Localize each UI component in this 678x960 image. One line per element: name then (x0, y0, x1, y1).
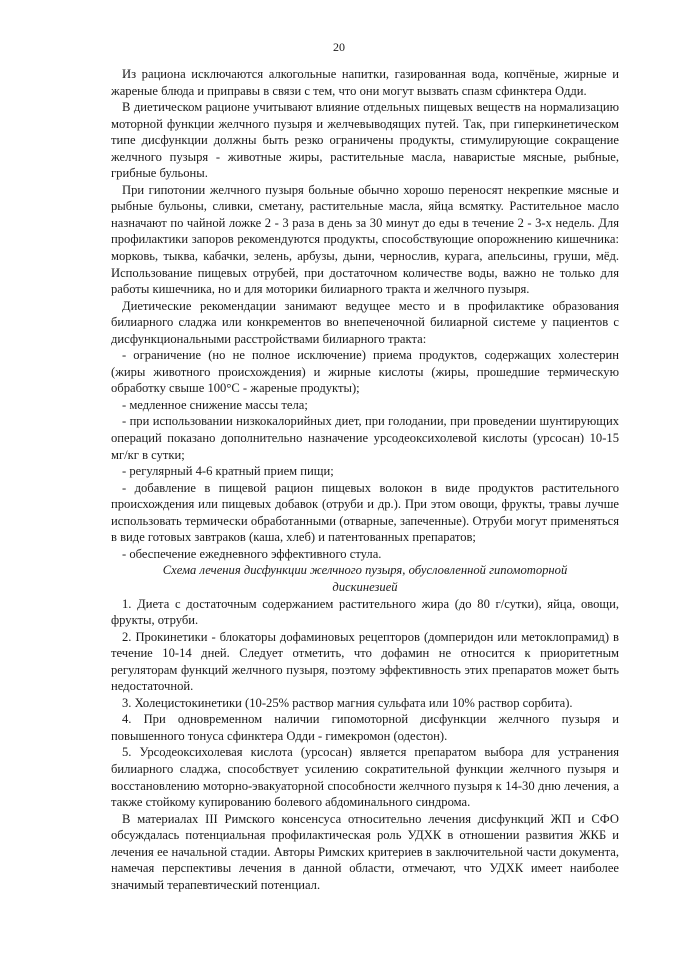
document-body (111, 66, 619, 893)
numbered-item: 5. Урсодеоксихолевая кислота (урсосан) является препаратом выбора для устранения билиарного сладжа, способствует усилению сократительной функции желчного пузыря и восстановлению моторно-эвакуаторной способности желчного пузыря к 14-30 дню лечения, а также стойкому купированию болевого абдоминального синдрома. (111, 745, 619, 810)
section-heading: Схема лечения дисфункции желчного пузыря, обусловленной гипомоторной дискинезией (162, 563, 568, 594)
list-item: - регулярный 4-6 кратный прием пищи; (122, 464, 334, 479)
list-item: - добавление в пищевой рацион пищевых волокон в виде продуктов растительного происхождения или пищевых добавок (отруби и др.). При этом овощи, фрукты, травы лучше использовать термически обработанными (отварные, запеченные). Отруби могут применяться в виде готовых завтраков (каша, хлеб) и патентованных препаратов; (111, 480, 619, 545)
paragraph: Из рациона исключаются алкогольные напитки, газированная вода, копчёные, жирные и жареные блюда и приправы в связи с тем, что они могут вызвать спазм сфинктера Одди. (111, 67, 619, 98)
numbered-item: 2. Прокинетики - блокаторы дофаминовых рецепторов (домперидон или метоклопрамид) в течение 10-14 дней. Следует отметить, что дофамин не относится к приоритетным регуляторам функций желчного пузыря, поэтому эффективность этих препаратов может быть недостаточной. (111, 629, 619, 694)
paragraph: В диетическом рационе учитывают влияние отдельных пищевых веществ на нормализацию моторной функции желчного пузыря и желчевыводящих путей. Так, при гиперкинетическом типе дисфункции должны быть резко ограничены продукты, стимулирующие сокращение желчного пузыря - животные жиры, растительные масла, наваристые мясные, рыбные, грибные бульоны. (111, 100, 619, 181)
numbered-item: 4. При одновременном наличии гипомоторной дисфункции желчного пузыря и повышенного тонуса сфинктера Одди - гимекромон (одестон). (111, 712, 619, 743)
list-item: - при использовании низкокалорийных диет, при голодании, при проведении шунтирующих операций показано дополнительно назначение урсодеоксихолевой кислоты (урсосан) 10-15 мг/кг в сутки; (111, 414, 619, 462)
paragraph: При гипотонии желчного пузыря больные обычно хорошо переносят некрепкие мясные и рыбные бульоны, сливки, сметану, растительные масла, яйца всмятку. Растительное масло назначают по чайной ложке 2 - 3 раза в день за 30 минут до еды в течение 2 - 3-х недель. Для профилактики запоров рекомендуются продукты, способствующие опорожнению кишечника: морковь, тыква, кабачки, зелень, арбузы, дыни, чернослив, курага, апельсины, груши, мёд. Использование пищевых отрубей, при достаточном количестве воды, важно не только для работы кишечника, но и для моторики билиарного тракта и желчного пузыря. (111, 182, 619, 297)
list-item: - ограничение (но не полное исключение) приема продуктов, содержащих холестерин (жиры животного происхождения) и жирные кислоты (жиры, прошедшие термическую обработку свыше 100°С - жареные продукты); (111, 348, 619, 396)
numbered-item: 1. Диета с достаточным содержанием растительного жира (до 80 г/сутки), яйца, овощи, фрукты, отруби. (111, 596, 619, 628)
paragraph: В материалах III Римского консенсуса относительно лечения дисфункций ЖП и СФО обсуждалась потенциальная профилактическая роль УДХК в отношении развития ЖКБ и лечения ее начальной стадии. Авторы Римских критериев в заключительной части документа, намечая перспективы лечения в данной области, отмечают, что УДХК имеет наиболее значимый терапевтический потенциал. (111, 811, 619, 892)
list-item: - медленное снижение массы тела; (122, 397, 308, 412)
list-item: - обеспечение ежедневного эффективного стула. (122, 546, 382, 561)
paragraph: Диетические рекомендации занимают ведущее место и в профилактике образования билиарного сладжа или конкрементов во внепеченочной билиарной системе у пациентов с дисфункциональными расстройствами билиарного тракта: (111, 298, 619, 346)
numbered-item: 3. Холецистокинетики (10-25% раствор магния сульфата или 10% раствор сорбита). (122, 695, 573, 710)
page-number: 20 (333, 40, 345, 54)
